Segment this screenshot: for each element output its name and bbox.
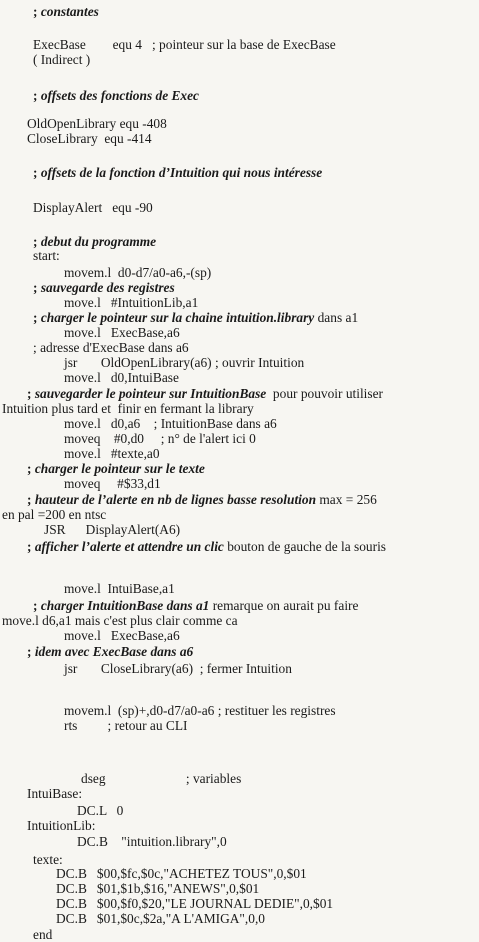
label-intuibase: IntuiBase: — [27, 786, 83, 801]
comment-adresse-execbase: ; adresse d'ExecBase dans a6 — [33, 340, 189, 355]
comment-prefix: ; — [33, 598, 41, 613]
comment-title: constantes — [40, 4, 99, 19]
label-start: start: — [33, 248, 60, 263]
comment-constantes — [33, 4, 99, 19]
code-jsr-closelibrary: jsr CloseLibrary(a6) ; fermer Intuition — [64, 661, 292, 676]
comment-prefix: ; — [33, 234, 41, 249]
comment-prefix: ; — [27, 461, 35, 476]
comment-prefix: ; — [27, 386, 35, 401]
code-jsr-openlibrary: jsr OldOpenLibrary(a6) ; ouvrir Intuition — [64, 355, 305, 370]
comment-title: charger le pointeur sur le texte — [34, 461, 205, 476]
code-dcb-2: DC.B $01,$1b,$16,"ANEWS",0,$01 — [56, 881, 260, 896]
comment-offsets-exec — [33, 88, 199, 103]
comment-prefix: ; — [27, 539, 35, 554]
label-intuitionlib: IntuitionLib: — [27, 818, 96, 833]
code-dcb-3: DC.B $00,$f0,$20,"LE JOURNAL DEDIE",0,$01 — [56, 896, 334, 911]
comment-prefix: ; — [33, 4, 41, 19]
comment-debut-programme — [33, 234, 156, 249]
comment-title: debut du programme — [40, 234, 157, 249]
code-end: end — [33, 927, 53, 942]
comment-prefix: ; — [33, 88, 41, 103]
code-jsr-displayalert: JSR DisplayAlert(A6) — [44, 522, 181, 537]
comment-title: charger IntuitionBase dans a1 — [40, 598, 210, 613]
label-texte: texte: — [33, 852, 63, 867]
code-closelibrary-equ: CloseLibrary equ -414 — [27, 131, 152, 146]
comment-title: charger le pointeur sur la chaine intuition.library — [40, 310, 315, 325]
comment-rest: pour pouvoir utiliser — [266, 386, 384, 401]
comment-prefix: ; — [33, 165, 41, 180]
code-indirect: ( Indirect ) — [33, 52, 91, 67]
comment-rest: remarque on aurait pu faire — [209, 598, 359, 613]
code-execbase-equ: ExecBase equ 4 ; pointeur sur la base de ExecBase — [33, 37, 336, 52]
code-move-texte: move.l #texte,a0 — [64, 446, 160, 461]
comment-sauvegarde-registres — [33, 280, 175, 295]
comment-title: hauteur de l’alerte en nb de lignes basse resolution — [34, 492, 317, 507]
comment-prefix: ; — [33, 280, 41, 295]
comment-title: offsets des fonctions de Exec — [40, 88, 200, 103]
code-dcb-4: DC.B $01,$0c,$2a,"A L'AMIGA",0,0 — [56, 911, 265, 926]
comment-prefix: ; — [27, 492, 35, 507]
comment-offset-intuition — [33, 165, 322, 180]
code-rts: rts ; retour au CLI — [64, 718, 188, 733]
code-movem-restore: movem.l (sp)+,d0-d7/a0-a6 ; restituer les registres — [64, 703, 336, 718]
comment-charger-intuitionbase — [33, 598, 358, 613]
code-dcb-library: DC.B "intuition.library",0 — [77, 834, 227, 849]
code-moveq-d1: moveq #$33,d1 — [64, 476, 161, 491]
comment-prefix: ; — [33, 310, 41, 325]
comment-hauteur-alerte — [27, 492, 377, 507]
comment-sauvegarder-pointeur — [27, 386, 383, 401]
code-move-execbase-2: move.l ExecBase,a6 — [64, 628, 180, 643]
code-move-intuibase: move.l d0,IntuiBase — [64, 370, 179, 385]
comment-hauteur-suite: en pal =200 en ntsc — [2, 507, 107, 522]
code-dcl-0: DC.L 0 — [77, 803, 124, 818]
code-moveq-d0: moveq #0,d0 ; n° de l'alert ici 0 — [64, 431, 256, 446]
code-oldopenlibrary-equ: OldOpenLibrary equ -408 — [27, 116, 167, 131]
comment-title: sauvegarder le pointeur sur IntuitionBase — [34, 386, 267, 401]
comment-afficher-alerte — [27, 539, 386, 554]
code-move-intuitionlib: move.l #IntuitionLib,a1 — [64, 295, 199, 310]
code-dseg: dseg ; variables — [81, 771, 242, 786]
comment-title: afficher l’alerte et attendre un clic — [34, 539, 224, 554]
code-move-execbase: move.l ExecBase,a6 — [64, 325, 180, 340]
comment-rest: dans a1 — [314, 310, 359, 325]
comment-charger-pointeur-library — [33, 310, 358, 325]
comment-sauvegarder-suite: Intuition plus tard et finir en fermant la library — [2, 401, 254, 416]
code-movem-save: movem.l d0-d7/a0-a6,-(sp) — [64, 265, 212, 280]
comment-title: sauvegarde des registres — [40, 280, 175, 295]
comment-charger-pointeur-texte — [27, 461, 205, 476]
comment-idem-execbase — [27, 644, 193, 659]
code-displayalert-equ: DisplayAlert equ -90 — [33, 200, 153, 215]
comment-rest: bouton de gauche de la souris — [223, 539, 387, 554]
code-move-d0-a6: move.l d0,a6 ; IntuitionBase dans a6 — [64, 416, 277, 431]
code-dcb-1: DC.B $00,$fc,$0c,"ACHETEZ TOUS",0,$01 — [56, 866, 307, 881]
comment-rest: max = 256 — [316, 492, 377, 507]
comment-title: offsets de la fonction d’Intuition qui nous intéresse — [40, 165, 323, 180]
comment-title: idem avec ExecBase dans a6 — [34, 644, 194, 659]
comment-charger-intuitionbase-suite: move.l d6,a1 mais c'est plus clair comme ca — [2, 613, 238, 628]
code-move-intuibase-a1: move.l IntuiBase,a1 — [64, 581, 175, 596]
comment-prefix: ; — [27, 644, 35, 659]
